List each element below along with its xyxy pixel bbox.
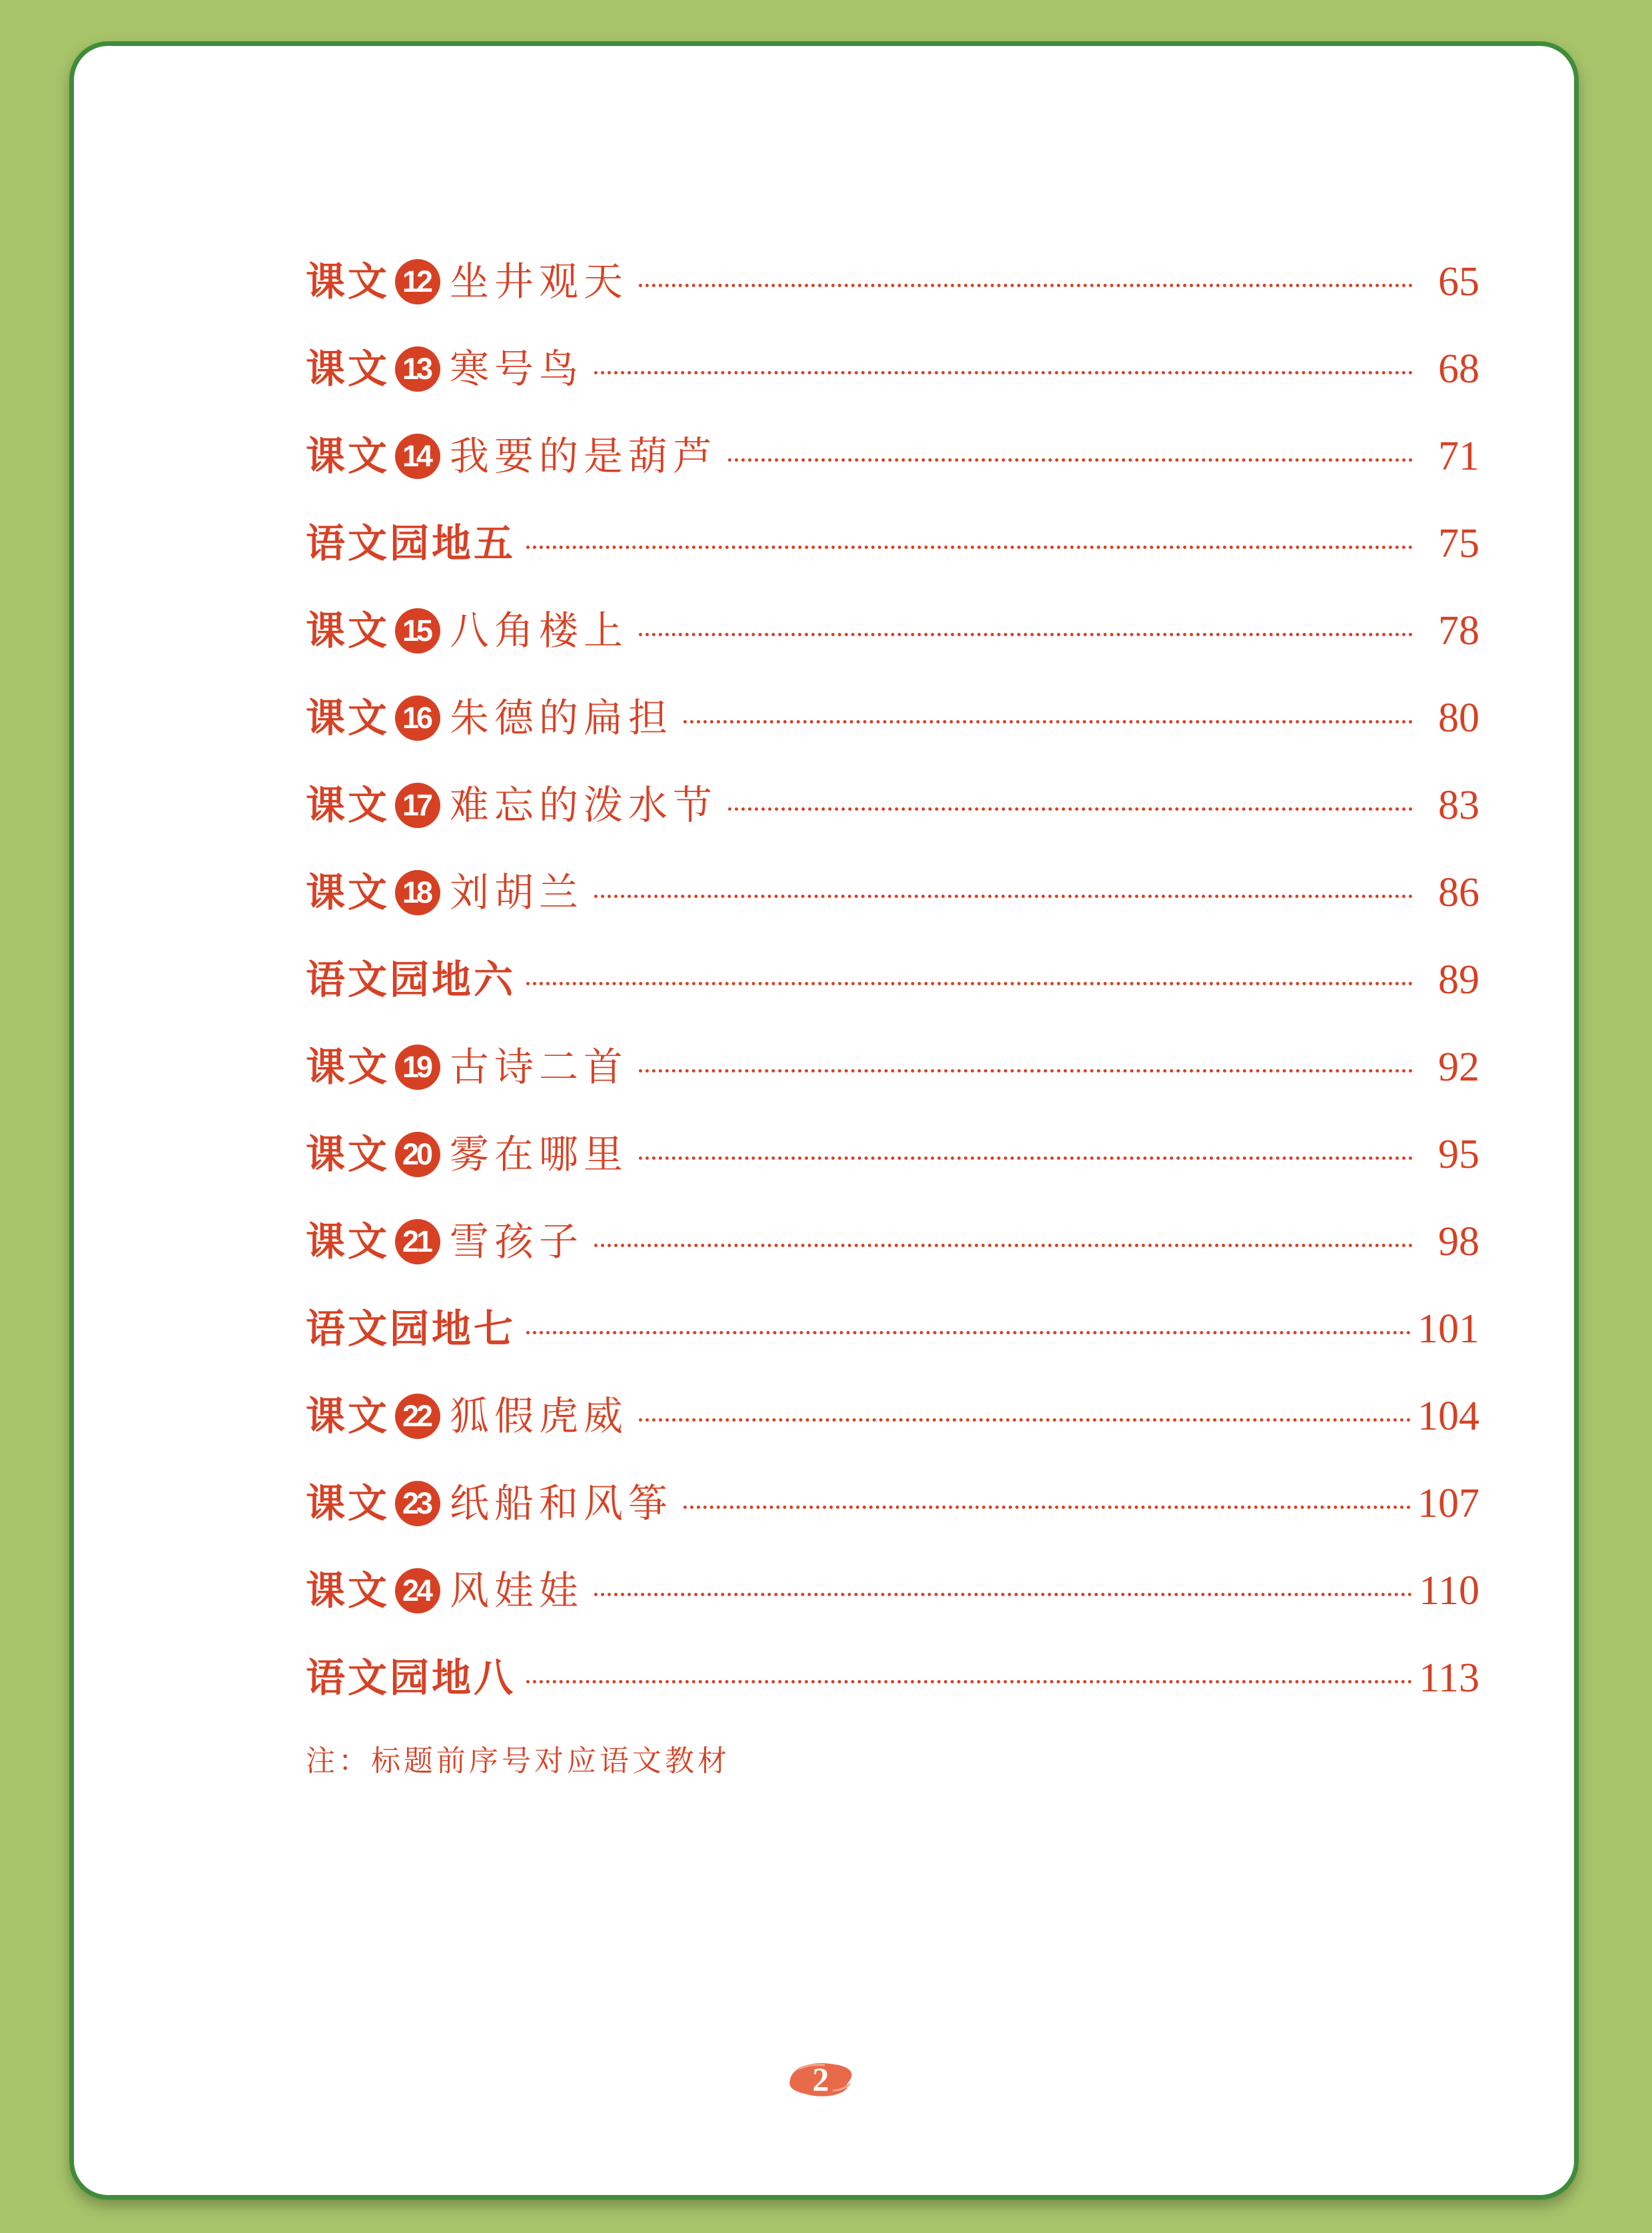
toc-entry-prefix: 课文 [306,1044,390,1090]
toc-entry-page: 110 [1419,1567,1479,1613]
toc-entry-section[interactable] [306,1285,1479,1372]
toc-entry-prefix: 课文 [306,1393,390,1439]
toc-entry-prefix: 课文 [306,869,390,915]
toc-entry-section[interactable] [306,936,1479,1023]
toc-entry[interactable] [306,412,1479,500]
page-number: 2 [812,2060,829,2098]
toc-entry-prefix: 课文 [306,608,390,654]
dotted-leader [594,371,1413,374]
toc-entry-page: 113 [1419,1655,1479,1701]
toc-entry-prefix: 课文 [306,1480,390,1526]
toc-entry-title: 八角楼上 [450,608,629,654]
toc-entry-section[interactable] [306,1634,1479,1721]
toc-entry-title: 朱德的扁担 [450,695,673,741]
dotted-leader [683,720,1413,723]
lesson-number: 17 [402,788,431,822]
toc-entry-prefix: 课文 [306,1567,390,1613]
toc-entry-title: 风娃娃 [450,1567,584,1613]
toc-entry-page: 68 [1438,346,1479,392]
toc-entry[interactable] [306,325,1479,412]
section-title: 语文园地五 [306,520,516,566]
lesson-number: 12 [402,264,431,298]
footnote: 注：标题前序号对应语文教材 [306,1744,730,1778]
lesson-number: 23 [402,1486,431,1520]
toc-entry[interactable] [306,238,1479,325]
dotted-leader [526,982,1413,985]
lesson-number-badge [395,608,440,654]
dotted-leader [526,1331,1411,1334]
toc-entry[interactable] [306,1460,1479,1547]
page-number-badge [786,2057,855,2100]
toc-entry-title: 坐井观天 [450,258,629,304]
toc-entry[interactable] [306,674,1479,761]
toc-entry[interactable] [306,1547,1479,1634]
lesson-number: 18 [402,875,431,909]
lesson-number-badge [395,1045,440,1090]
toc-entry-title: 我要的是葫芦 [450,433,718,479]
content-card [69,41,1579,2200]
toc-entry-page: 78 [1438,608,1479,654]
lesson-number-badge [395,1568,440,1613]
lesson-number: 20 [402,1137,431,1171]
lesson-number: 13 [402,352,431,386]
lesson-number: 14 [402,439,431,473]
section-title: 语文园地八 [306,1655,516,1701]
toc-entry-page: 92 [1438,1044,1479,1090]
dotted-leader [639,1418,1411,1422]
lesson-number-badge [395,695,440,741]
toc-entry-prefix: 课文 [306,1131,390,1177]
lesson-number-badge [395,1394,440,1439]
toc-entry[interactable] [306,849,1479,936]
toc-entry-page: 86 [1438,869,1479,915]
lesson-number-badge [395,434,440,479]
toc-entry-title: 寒号鸟 [450,346,584,392]
toc-entry-title: 狐假虎威 [450,1393,629,1439]
toc-entry-page: 107 [1418,1480,1479,1526]
dotted-leader [683,1506,1411,1509]
lesson-number: 22 [402,1399,431,1433]
lesson-number-badge [395,870,440,915]
lesson-number-badge [395,783,440,828]
section-title: 语文园地七 [306,1306,516,1352]
dotted-leader [594,895,1413,898]
dotted-leader [594,1244,1413,1247]
toc-entry[interactable] [306,587,1479,674]
dotted-leader [526,1680,1412,1683]
table-of-contents [306,238,1479,1721]
toc-entry-title: 难忘的泼水节 [450,782,718,828]
lesson-number: 15 [402,614,431,648]
toc-entry[interactable] [306,761,1479,849]
dotted-leader [639,1156,1413,1160]
toc-entry[interactable] [306,1111,1479,1198]
toc-entry[interactable] [306,1023,1479,1111]
toc-entry-title: 雪孩子 [450,1218,584,1264]
lesson-number: 16 [402,701,431,735]
toc-entry-title: 雾在哪里 [450,1131,629,1177]
dotted-leader [728,807,1413,811]
toc-entry-prefix: 课文 [306,1218,390,1264]
toc-entry-prefix: 课文 [306,433,390,479]
toc-entry-page: 65 [1438,258,1479,304]
toc-entry-title: 纸船和风筝 [450,1480,673,1526]
dotted-leader [526,546,1413,549]
lesson-number-badge [395,1219,440,1264]
lesson-number-badge [395,1132,440,1177]
toc-entry-prefix: 课文 [306,258,390,304]
toc-entry-page: 98 [1438,1218,1479,1264]
toc-entry-page: 83 [1438,782,1479,828]
section-title: 语文园地六 [306,957,516,1003]
toc-entry-page: 89 [1438,957,1479,1003]
dotted-leader [594,1593,1412,1596]
dotted-leader [639,1069,1413,1073]
toc-entry-prefix: 课文 [306,782,390,828]
dotted-leader [728,458,1413,462]
toc-entry-section[interactable] [306,500,1479,587]
toc-entry-page: 75 [1438,520,1479,566]
lesson-number-badge [395,346,440,392]
lesson-number-badge [395,259,440,304]
toc-entry[interactable] [306,1198,1479,1285]
lesson-number: 24 [402,1573,431,1607]
toc-entry-page: 104 [1418,1393,1479,1439]
lesson-number-badge [395,1481,440,1526]
lesson-number: 19 [402,1050,431,1084]
toc-entry-title: 古诗二首 [450,1044,629,1090]
toc-entry-prefix: 课文 [306,695,390,741]
toc-entry-page: 95 [1438,1131,1479,1177]
toc-entry[interactable] [306,1372,1479,1460]
toc-entry-prefix: 课文 [306,346,390,392]
dotted-leader [639,633,1413,636]
lesson-number: 21 [402,1224,431,1258]
toc-entry-page: 80 [1438,695,1479,741]
dotted-leader [639,284,1413,287]
toc-entry-page: 71 [1438,433,1479,479]
toc-entry-title: 刘胡兰 [450,869,584,915]
toc-entry-page: 101 [1418,1306,1479,1352]
